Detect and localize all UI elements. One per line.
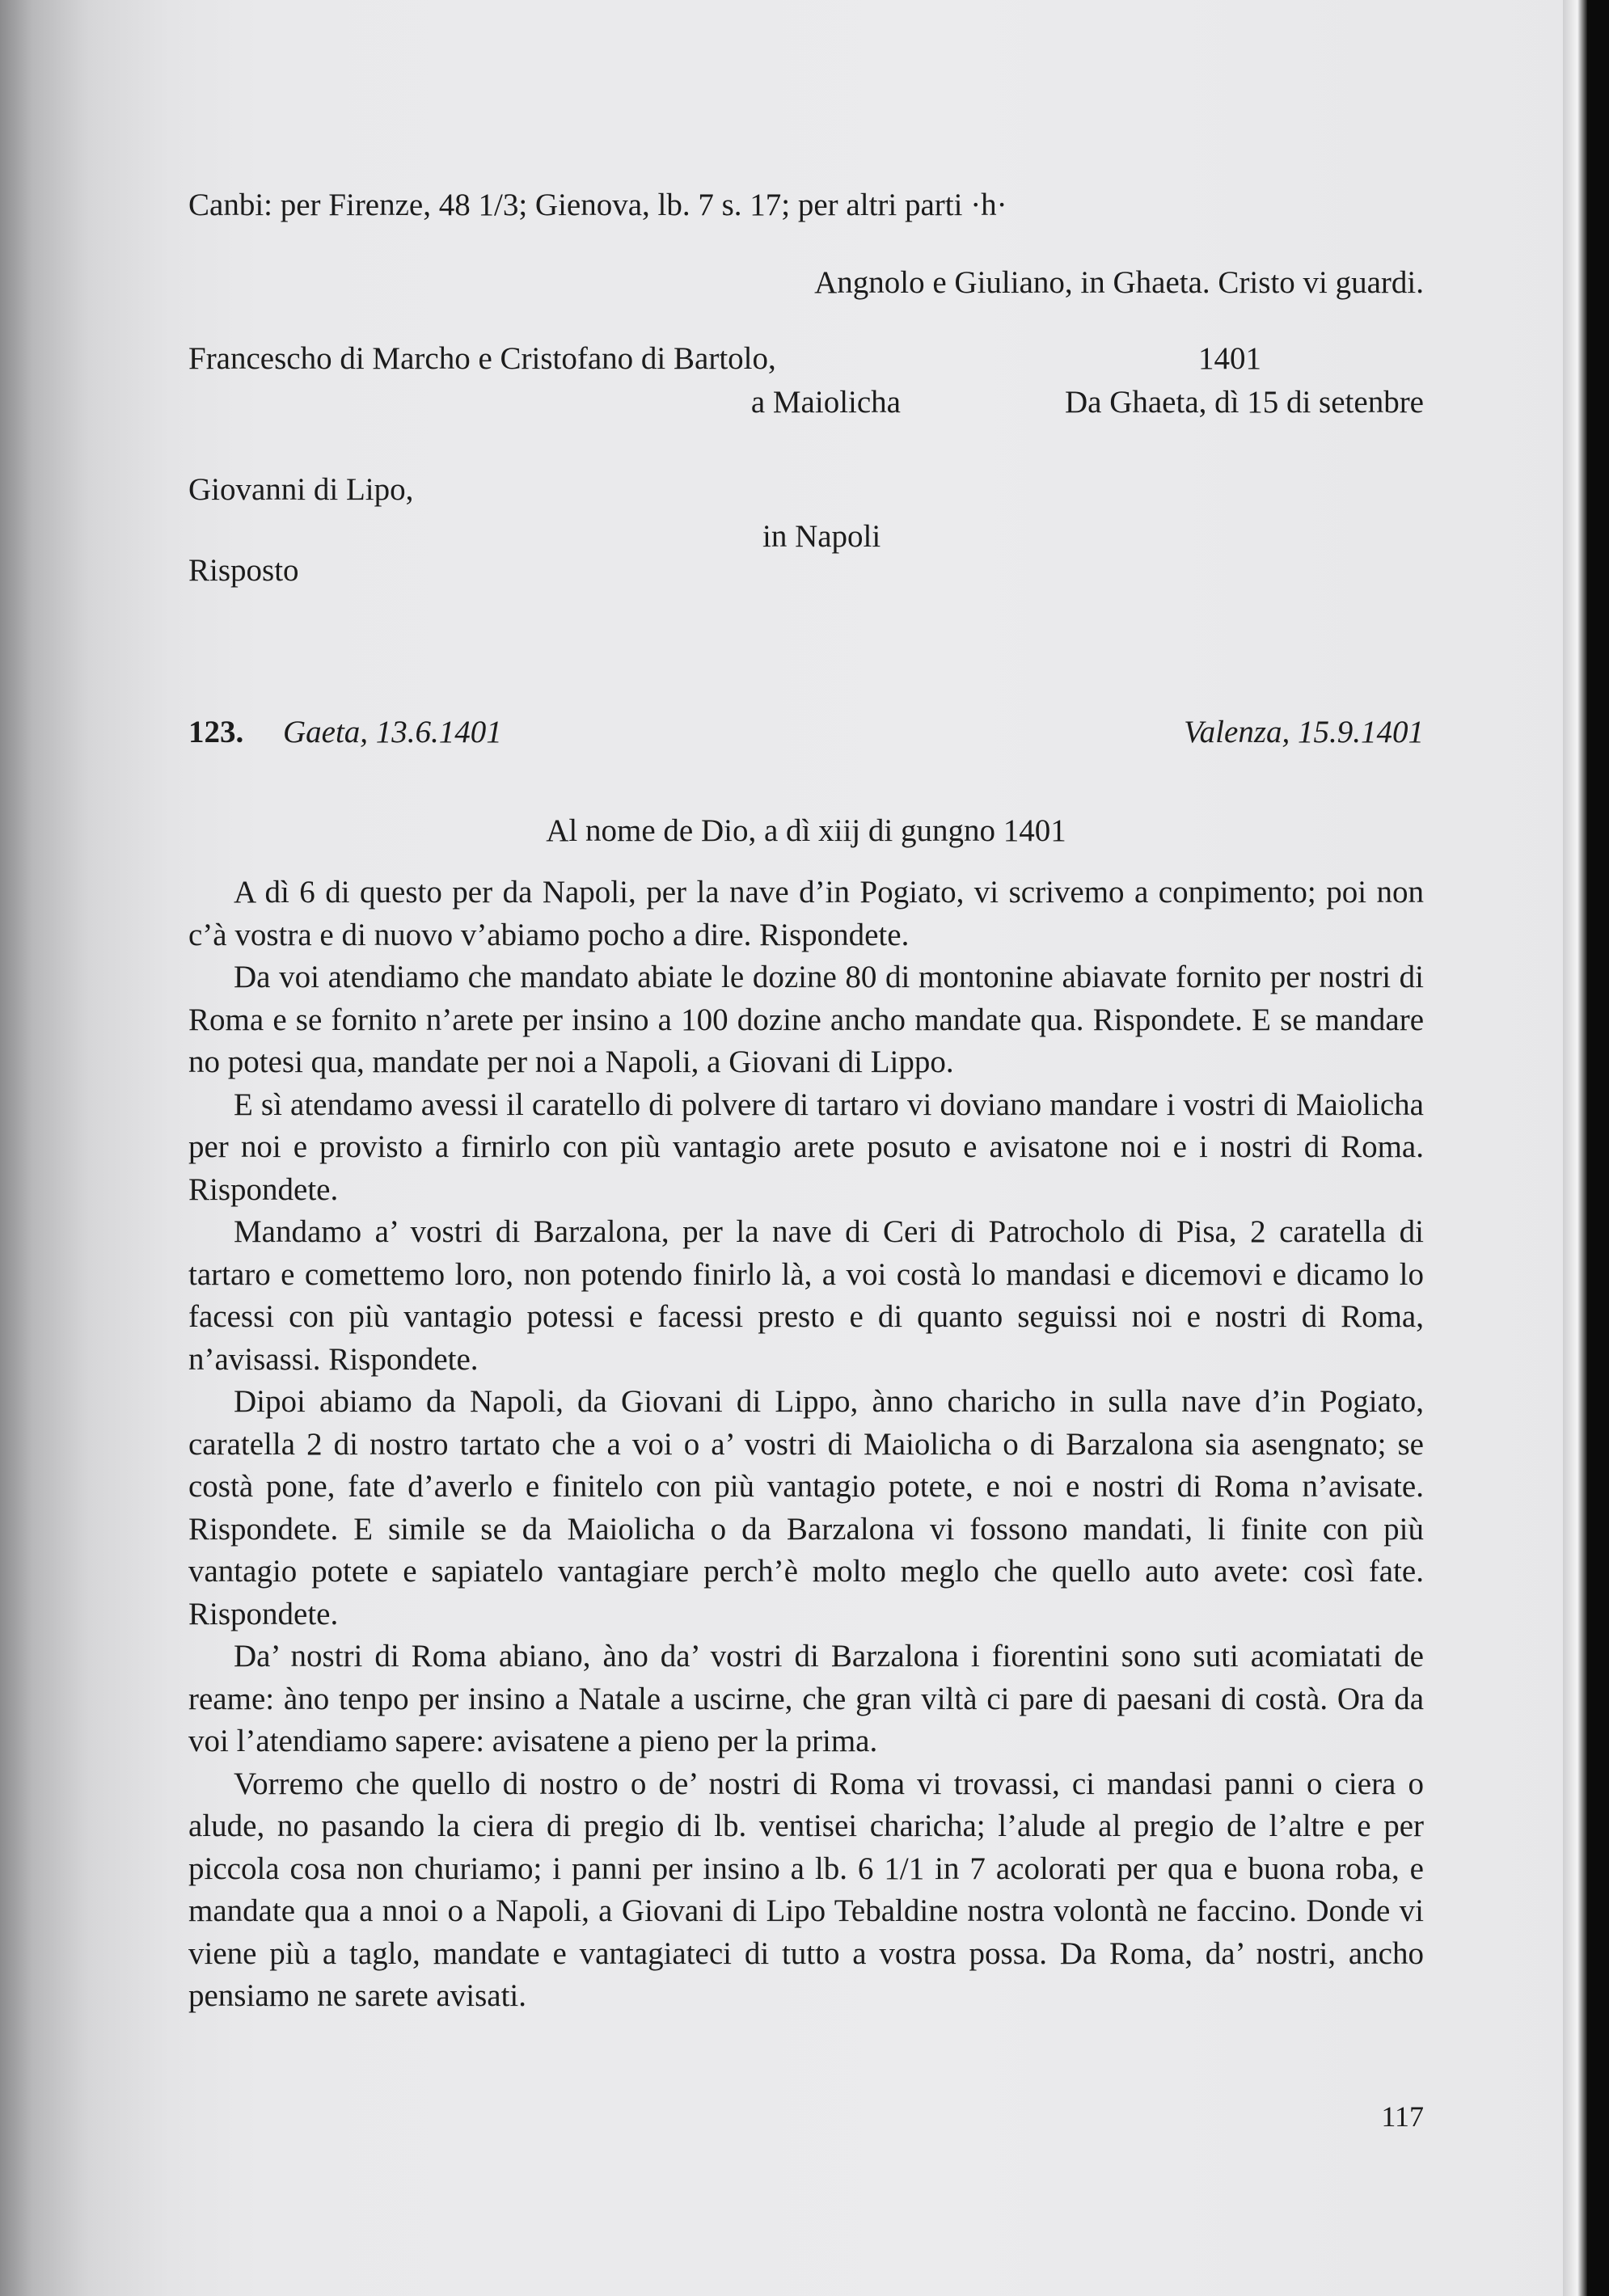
- signature-line: Angnolo e Giuliano, in Ghaeta. Cristo vi guardi.: [814, 265, 1424, 300]
- recipient-line: Francescho di Marcho e Cristofano di Bartolo,: [188, 341, 776, 376]
- exchange-rates-line: Canbi: per Firenze, 48 1/3; Gienova, lb. 7 s. 17; per altri parti ·h·: [188, 188, 1007, 222]
- letter-paragraph: Mandamo a’ vostri di Barzalona, per la nave di Ceri di Patrocholo di Pisa, 2 caratella di tartaro e comettemo loro, non potendo finirlo là, a voi costà lo mandasi e dicemovi e dicamo lo facessi con più vantagio potessi e facessi presto e di quanto seguissi noi e nostri di Roma, n’avisassi. Rispondete.: [188, 1214, 1424, 1377]
- letter-number: 123.: [188, 715, 244, 749]
- letter-paragraph: Da voi atendiamo che mandato abiate le dozine 80 di montonine abiavate fornito per nostri di Roma e se fornito n’arete per insino a 100 dozine ancho mandate qua. Rispondete. E se mandare no potesi qua, mandate per noi a Napoli, a Giovani di Lippo.: [188, 960, 1424, 1079]
- risposto-note: Risposto: [188, 553, 299, 588]
- letter-body: [188, 872, 1424, 2018]
- year-label: 1401: [1198, 341, 1261, 376]
- letter-paragraph: E sì atendamo avessi il caratello di polvere di tartaro vi doviano mandare i vostri di Maiolicha per noi e provisto a firnirlo con più vantagio arete posuto e avisatone noi e i nostri di Roma. Rispondete.: [188, 1087, 1424, 1207]
- letter-paragraph: Dipoi abiamo da Napoli, da Giovani di Lippo, ànno charicho in sulla nave d’in Pogiato, caratella 2 di nostro tartato che a voi o a’ vostri di Maiolicha o di Barzalona sia asengnato; se costà pone, fate d’averlo e finitelo con più vantagio potete, e noi e nostri di Roma n’avisate. Rispondete. E simile se da Maiolicha o da Barzalona vi fossono mandati, li finite con più vantagio potete e sapiatelo vantagiare perch’è molto meglo che quello auto avete: così fate. Rispondete.: [188, 1384, 1424, 1631]
- letter-paragraph: A dì 6 di questo per da Napoli, per la nave d’in Pogiato, vi scrivemo a conpimento; poi non c’à vostra e di nuovo v’abiamo pocho a dire. Rispondete.: [188, 875, 1424, 952]
- page-number: 117: [1381, 2100, 1424, 2133]
- letter-origin: Gaeta, 13.6.1401: [283, 715, 502, 749]
- recipient-place: a Maiolicha: [750, 385, 901, 420]
- letter-destination: Valenza, 15.9.1401: [1184, 715, 1424, 749]
- letter-invocation: Al nome de Dio, a dì xiij di gungno 1401: [546, 813, 1066, 848]
- second-recipient: Giovanni di Lipo,: [188, 472, 414, 507]
- date-line: Da Ghaeta, dì 15 di setenbre: [1064, 385, 1424, 420]
- letter-paragraph: Da’ nostri di Roma abiano, àno da’ vostri di Barzalona i fiorentini sono suti acomiatati de reame: àno tenpo per insino a Natale a uscirne, che gran viltà ci pare di paesani di costà. Ora da voi l’atendiamo sapere: avisatene a pieno per la prima.: [188, 1639, 1424, 1758]
- page-edge: [1563, 0, 1587, 2296]
- letter-paragraph: Vorremo che quello di nostro o de’ nostri di Roma vi trovassi, ci mandasi panni o ciera o alude, no pasando la ciera di pregio di lb. ventisei charicha; l’alude al pregio de l’altre e per piccola cosa non churiamo; i panni per insino a lb. 6 1/1 in 7 acolorati per qua e buona roba, e mandate qua a nnoi o a Napoli, a Giovani di Lipo Tebaldine nostra volontà ne faccino. Donde vi viene più a taglo, mandate e vantagiateci di tutto a vostra possa. Da Roma, da’ nostri, ancho pensiamo ne sarete avisati.: [188, 1766, 1424, 2013]
- second-place: in Napoli: [762, 519, 881, 554]
